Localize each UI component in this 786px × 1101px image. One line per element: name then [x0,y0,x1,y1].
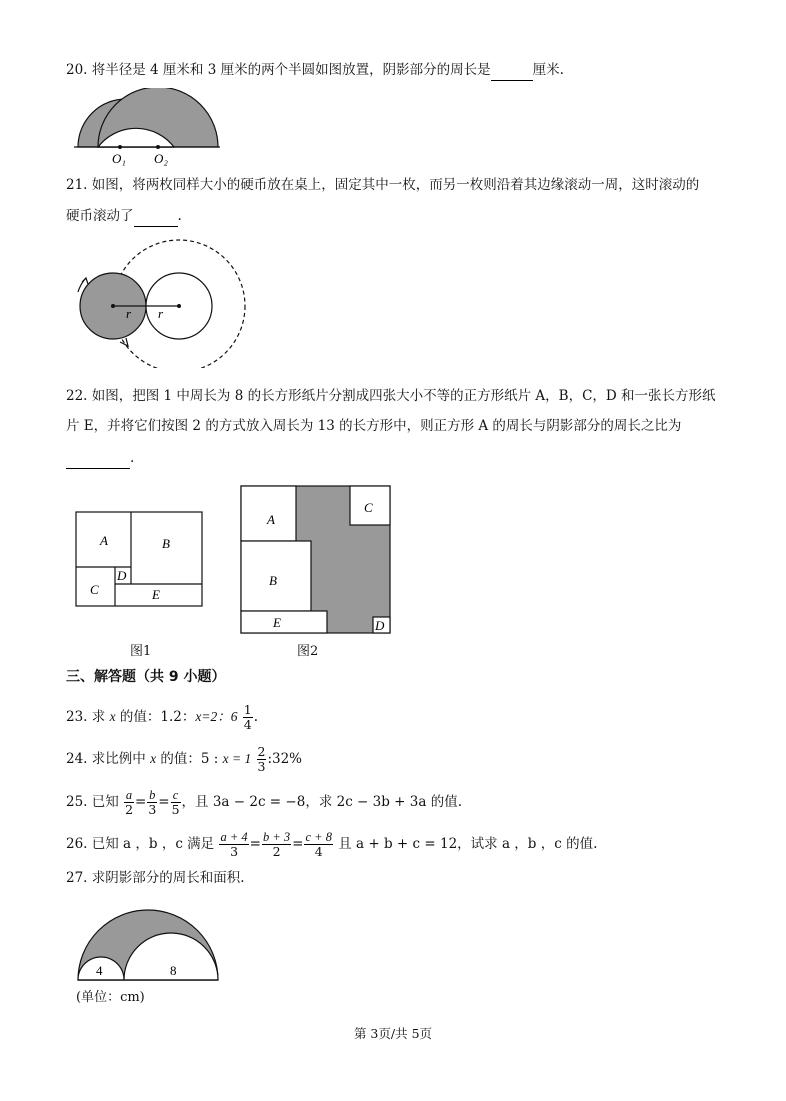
q24-mid: 的值：5 : [160,751,223,767]
q21-line2-before: 硬币滚动了 [66,208,134,224]
q24-var: x [150,751,157,766]
q24-end: :32% [267,751,303,767]
q22-fig1-label-b: B [162,536,170,551]
q22-fig1-label-e: E [152,587,160,602]
q22-fig2-label-b: B [269,573,277,588]
q26-fraction-b: $\frac{b + 3}{2}$ [262,830,291,859]
q22-line2: 片 E，并将它们按图 2 的方式放入周长为 13 的长方形中，则正方形 A 的周长与阴影部分的周长之比为 [66,418,682,434]
q23-prefix: 23. 求 [66,709,106,725]
q26-fraction-c: $\frac{c + 8}{4}$ [305,830,332,859]
q23-text [66,703,258,732]
q22-line3-after: . [130,450,135,466]
q20-text [66,60,564,81]
q22-fig2-label-d: D [375,618,385,633]
q24-fraction: $\frac{2}{3}$ [257,744,266,774]
q24-text [66,745,302,774]
q20-text-before: 20. 将半径是 4 厘米和 3 厘米的两个半圆如图放置，阴影部分的周长是 [66,62,491,78]
q26-prefix: 26. 已知 a ，b ，c 满足 [66,836,215,852]
q25-fraction-a: $\frac{a}{2}$ [125,788,134,817]
q21-answer-blank[interactable] [134,206,178,227]
q24-eq: x = 1 [222,751,252,766]
q22-answer-blank[interactable] [66,448,130,469]
q23-mid: 的值：1.2： [119,709,196,725]
q26-fraction-a: $\frac{a + 4}{3}$ [220,830,248,859]
q20-figure [70,88,220,166]
q22-fig1-label-a: A [100,533,108,548]
q21-label-r1: r [126,306,132,321]
q27-text: 27. 求阴影部分的周长和面积. [66,870,245,886]
q20-text-after: 厘米. [532,62,564,78]
q21-label-r2: r [158,306,164,321]
q23-var: x [109,709,116,724]
q27-unit: (单位：cm) [76,990,145,1005]
q25-prefix: 25. 已知 [66,794,119,810]
section3-title: 三、解答题（共 9 小题） [66,669,226,685]
q23-fraction: $\frac{1}{4}$ [243,702,252,732]
q22-caption1: 图1 [130,644,152,659]
q22-fig2-label-c: C [364,500,373,515]
q20-label-o1: O₁ [112,151,126,166]
q27-label-4: 4 [96,963,103,978]
q25-fraction-c: $\frac{c}{5}$ [171,788,180,817]
q23-eq: x=2：6 [195,709,238,724]
q21-line1: 21. 如图，将两枚同样大小的硬币放在桌上，固定其中一枚，而另一枚则沿着其边缘滚动一周，这时滚动的 [66,177,700,193]
q21-line2-after: . [177,208,182,224]
q22-fig2-label-e: E [273,615,281,630]
q25-fraction-b: $\frac{b}{3}$ [148,788,157,817]
q22-fig1-label-c: C [90,582,99,597]
q27-label-8: 8 [170,963,177,978]
q22-line3 [66,448,134,469]
q21-line2 [66,206,182,227]
q22-fig2-label-a: A [267,512,275,527]
q20-answer-blank[interactable] [491,60,533,81]
q21-figure [62,238,252,368]
q27-figure [74,908,224,984]
q22-line1: 22. 如图，把图 1 中周长为 8 的长方形纸片分割成四张大小不等的正方形纸片 A，B，C，D 和一张长方形纸 [66,388,716,404]
q26-text: 26. 已知 a ，b ，c 满足 $\frac{a + 4}{3}$ = $\frac{b + 3}{2}$ = $\frac{c + 8}{4}$ 且 a + b + c = 12，试求 a ，b ，c 的值. [66,830,598,859]
q22-figure1 [74,510,206,610]
q24-prefix: 24. 求比例中 [66,751,146,767]
q23-end: . [253,709,258,725]
q22-caption2: 图2 [297,644,319,659]
q22-fig1-label-d: D [117,568,127,583]
q25-condition: ，且 3a − 2c = −8，求 2c − 3b + 3a 的值. [181,794,462,810]
q26-condition: 且 a + b + c = 12，试求 a ，b ，c 的值. [338,836,598,852]
q22-figure2 [239,484,393,636]
page-footer: 第 3页/共 5页 [353,1026,433,1041]
q20-label-o2: O₂ [154,151,168,166]
q25-text: 25. 已知 $\frac{a}{2}$ = $\frac{b}{3}$ = $\frac{c}{5}$ ，且 3a − 2c = −8，求 2c − 3b + 3a 的值. [66,788,462,817]
